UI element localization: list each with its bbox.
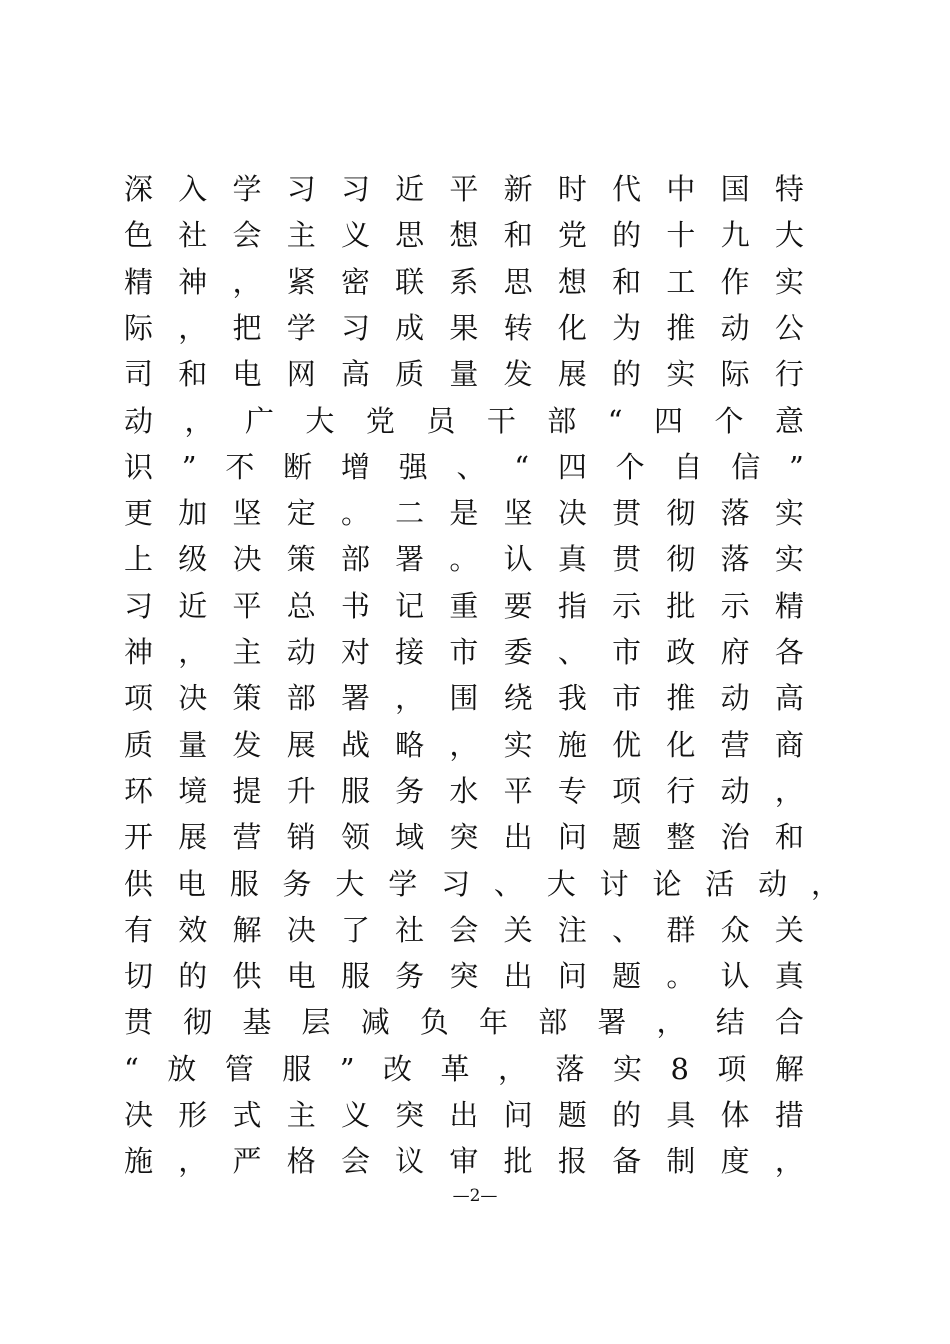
text-line: 识 ” 不 断 增 强 、 “ 四 个 自 信 ”	[124, 449, 804, 484]
text-line: 供 电 服 务 大 学 习 、 大 讨 论 活 动 ，	[124, 866, 840, 901]
text-line: 色 社 会 主 义 思 想 和 党 的 十 九 大	[124, 218, 804, 253]
text-line: 切 的 供 电 服 务 突 出 问 题 。 认 真	[124, 959, 804, 994]
text-line: 际 ， 把 学 习 成 果 转 化 为 推 动 公	[124, 310, 804, 345]
text-line: 更 加 坚 定 。 二 是 坚 决 贯 彻 落 实	[124, 496, 804, 531]
text-line: 项 决 策 部 署 ， 围 绕 我 市 推 动 高	[124, 681, 804, 716]
text-line: 施 ， 严 格 会 议 审 批 报 备 制 度 ，	[124, 1144, 804, 1179]
text-line: 开 展 营 销 领 域 突 出 问 题 整 治 和	[124, 820, 804, 855]
text-line: 动 ， 广 大 党 员 干 部 “ 四 个 意	[124, 403, 804, 438]
text-line: 有 效 解 决 了 社 会 关 注 、 群 众 关	[124, 912, 804, 947]
text-line: 习 近 平 总 书 记 重 要 指 示 批 示 精	[124, 588, 804, 623]
text-line: 质 量 发 展 战 略 ， 实 施 优 化 营 商	[124, 727, 804, 762]
text-line: 神 ， 主 动 对 接 市 委 、 市 政 府 各	[124, 635, 804, 669]
page-number: —2—	[452, 1186, 498, 1206]
text-line: 环 境 提 升 服 务 水 平 专 项 行 动 ，	[124, 773, 804, 808]
text-line: 精 神 ， 紧 密 联 系 思 想 和 工 作 实	[124, 264, 804, 299]
text-line: 深 入 学 习 习 近 平 新 时 代 中 国 特	[124, 172, 804, 206]
text-line: 决 形 式 主 义 突 出 问 题 的 具 体 措	[124, 1098, 804, 1132]
text-line: 上 级 决 策 部 署 。 认 真 贯 彻 落 实	[124, 542, 804, 577]
text-line: “ 放 管 服 ” 改 革 ， 落 实 8 项 解	[124, 1051, 804, 1086]
text-line: 贯 彻 基 层 减 负 年 部 署 ， 结 合	[124, 1005, 804, 1040]
text-line: 司 和 电 网 高 质 量 发 展 的 实 际 行	[124, 357, 804, 392]
